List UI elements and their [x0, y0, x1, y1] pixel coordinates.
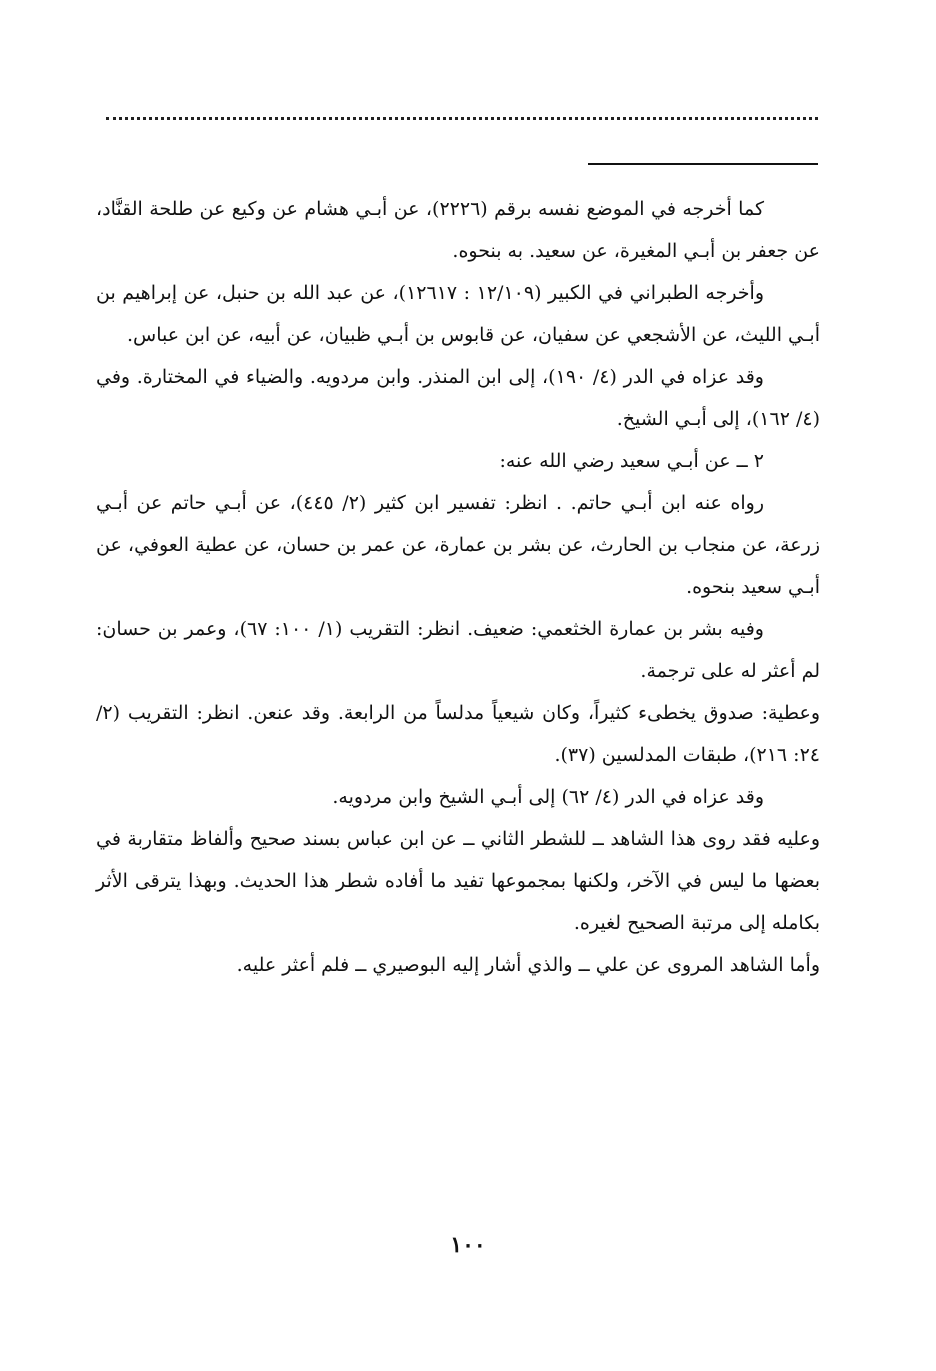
paragraph: رواه عنه ابن أبـي حاتم. . انظر: تفسير ابن كثير (٢/ ٤٤٥)، عن أبـي حاتم عن أبـي زرعة، عن منجاب بن الحارث، عن بشر بن عمارة، عن عمر بن حسان، عن عطية العوفي، عن أبـي سعيد بنحوه. — [96, 492, 820, 598]
paragraph: وأما الشاهد المروى عن علي ــ والذي أشار إليه البوصيري ــ فلم أعثر عليه. — [236, 954, 820, 976]
paragraph: كما أخرجه في الموضع نفسه برقم (٢٢٢٦)، عن أبـي هشام عن وكيع عن طلحة القنَّاد، عن جعفر بن أبـي المغيرة، عن سعيد. به بنحوه. — [96, 198, 820, 262]
paragraph: وفيه بشر بن عمارة الخثعمي: ضعيف. انظر: التقريب (١/ ١٠٠: ٦٧)، وعمر بن حسان: لم أعثر له على ترجمة. — [96, 618, 820, 682]
dotted-separator — [106, 117, 818, 120]
paragraph: وعليه فقد روى هذا الشاهد ــ للشطر الثاني ــ عن ابن عباس بسند صحيح وألفاظ متقاربة في بعضها ما ليس في الآخر، ولكنها بمجموعها تفيد ما أفاده شطر هذا الحديث. وبهذا يترقى الأثر بكامله إلى مرتبة الصحيح لغيره. — [96, 828, 820, 934]
paragraph: وقد عزاه في الدر (٤/ ١٩٠)، إلى ابن المنذر. وابن مردويه. والضياء في المختارة. وفي (٤/ ١٦٢)، إلى أبـي الشيخ. — [96, 366, 820, 430]
page-number: ١٠٠ — [450, 1232, 486, 1258]
footnote-rule — [588, 163, 818, 165]
paragraph: وأخرجه الطبراني في الكبير (١٢/١٠٩ : ١٢٦١٧)، عن عبد الله بن حنبل، عن إبراهيم بن أبـي الليث، عن الأشجعي عن سفيان، عن قابوس بن أبـي ظبيان، عن أبيه، عن ابن عباس. — [96, 282, 820, 346]
footnote-body — [96, 188, 820, 986]
paragraph: وعطية: صدوق يخطىء كثيراً، وكان شيعياً مدلساً من الرابعة. وقد عنعن. انظر: التقريب (٢/ ٢٤: ٢١٦)، طبقات المدلسين (٣٧). — [96, 702, 820, 766]
paragraph: وقد عزاه في الدر (٤/ ٦٢) إلى أبـي الشيخ وابن مردويه. — [332, 786, 764, 808]
section-heading: ٢ ــ عن أبـي سعيد رضي الله عنه: — [499, 450, 764, 472]
